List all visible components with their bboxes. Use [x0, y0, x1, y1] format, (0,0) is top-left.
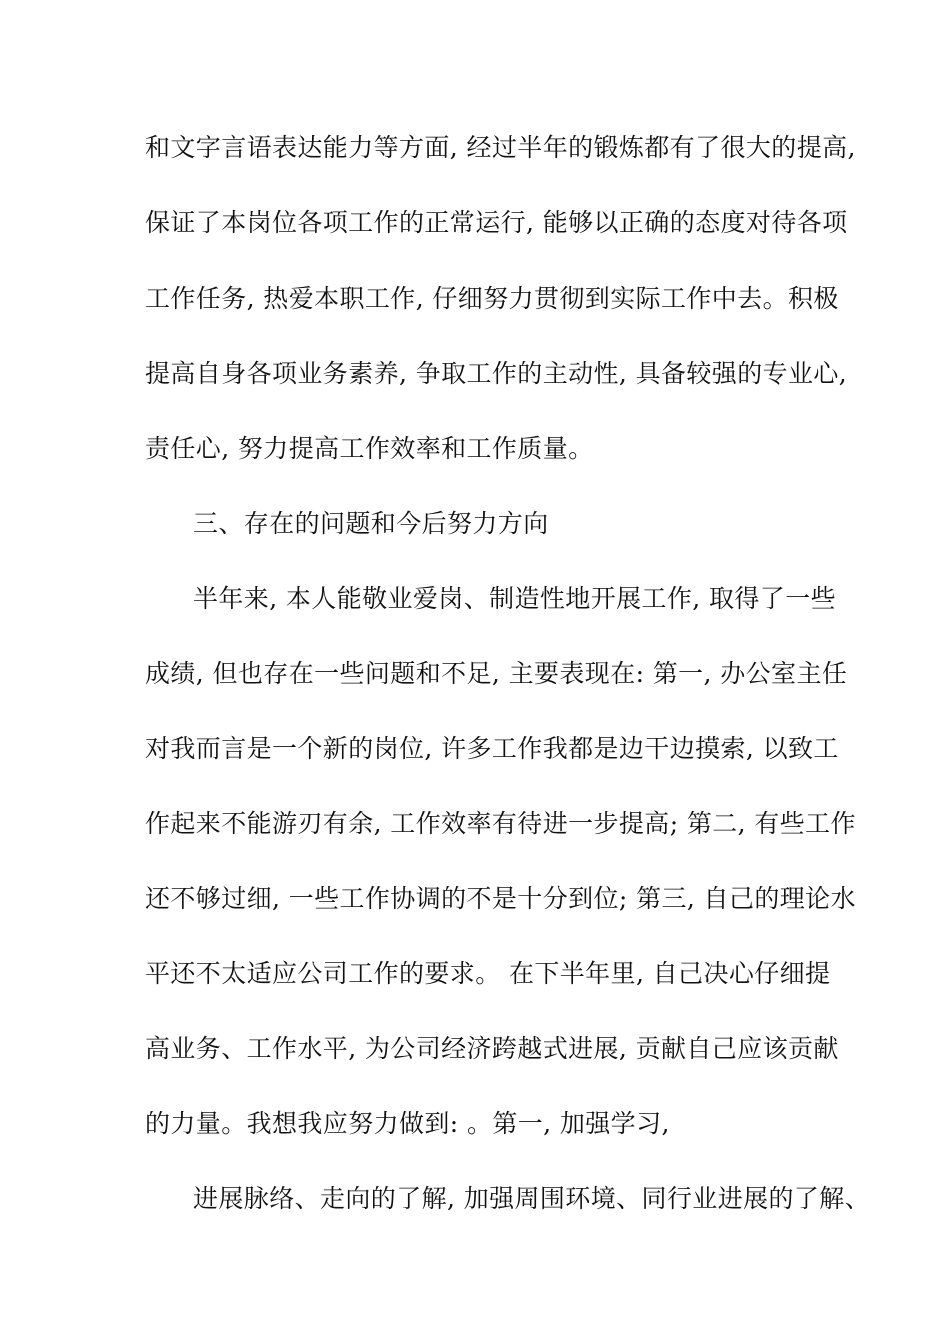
text-line-10: 作起来不能游刃有余, 工作效率有待进一步提高; 第二, 有些工作 [145, 809, 856, 838]
text-line-3: 工作任务, 热爱本职工作, 仔细努力贯彻到实际工作中去。积极 [145, 284, 839, 313]
text-line-1: 和文字言语表达能力等方面, 经过半年的锻炼都有了很大的提高, [145, 133, 856, 162]
text-line-4: 提高自身各项业务素养, 争取工作的主动性, 具备较强的专业心, [145, 359, 848, 388]
text-line-13: 高业务、工作水平, 为公司经济跨越式进展, 贡献自己应该贡献 [145, 1034, 839, 1063]
section-heading: 三、存在的问题和今后努力方向 [193, 509, 549, 538]
text-line-2: 保证了本岗位各项工作的正常运行, 能够以正确的态度对待各项 [145, 208, 848, 237]
text-line-11: 还不够过细, 一些工作协调的不是十分到位; 第三, 自己的理论水 [145, 884, 856, 913]
text-line-8: 成绩, 但也存在一些问题和不足, 主要表现在: 第一, 办公室主任 [145, 659, 848, 688]
text-line-14: 的力量。我想我应努力做到: 。第一, 加强学习, [145, 1109, 670, 1138]
text-line-12: 平还不太适应公司工作的要求。 在下半年里, 自己决心仔细提 [145, 959, 831, 988]
text-line-15: 进展脉络、走向的了解, 加强周围环境、同行业进展的了解、 [193, 1184, 871, 1213]
text-line-9: 对我而言是一个新的岗位, 许多工作我都是边干边摸索, 以致工 [145, 734, 839, 763]
text-line-7: 半年来, 本人能敬业爱岗、制造性地开展工作, 取得了一些 [193, 584, 836, 613]
text-line-5: 责任心, 努力提高工作效率和工作质量。 [145, 434, 594, 463]
